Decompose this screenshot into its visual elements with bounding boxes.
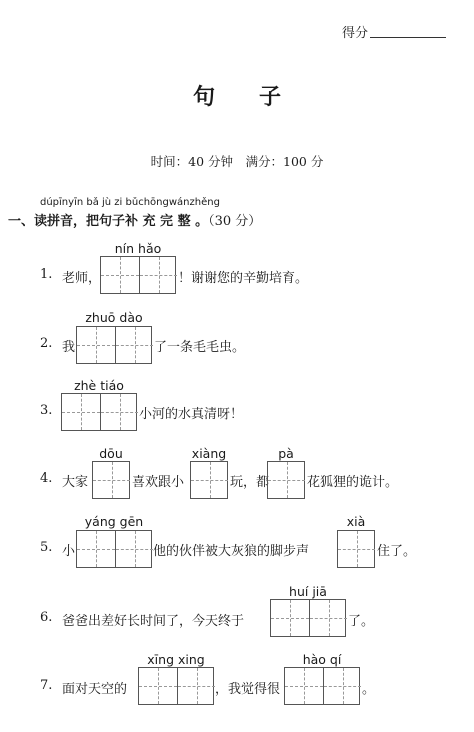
question-number: 3.: [40, 403, 53, 418]
question-text: 玩，都: [230, 475, 270, 490]
pinyin-prompt: zhè tiáo: [74, 378, 124, 393]
question-number: 4.: [40, 471, 53, 486]
question-text: 。: [362, 682, 376, 697]
score-label: 得分: [342, 26, 369, 41]
answer-grid[interactable]: [284, 667, 360, 705]
question-text: 爸爸出差好长时间了，今天终于: [62, 614, 245, 629]
answer-grid[interactable]: [267, 461, 305, 499]
score-blank[interactable]: [370, 37, 446, 38]
answer-grid[interactable]: [138, 667, 214, 705]
section-pinyin: dúpīnyīn bǎ jù zi bǔchōngwánzhěng: [40, 197, 220, 208]
pinyin-prompt: yáng gēn: [84, 514, 144, 529]
pinyin-prompt: pà: [278, 446, 294, 461]
section-points: （30 分）: [208, 214, 262, 229]
pinyin-prompt: hào qí: [302, 652, 342, 667]
question-text: 了。: [348, 614, 375, 629]
question-text: 住了。: [377, 544, 417, 559]
question-text: ！谢谢您的辛勤培育。: [178, 271, 309, 286]
question-number: 2.: [40, 336, 53, 351]
question-text: 了一条毛毛虫。: [154, 340, 246, 355]
question-number: 5.: [40, 540, 53, 555]
question-text: 大家: [62, 475, 89, 490]
pinyin-prompt: xià: [346, 514, 366, 529]
answer-grid[interactable]: [92, 461, 130, 499]
answer-grid[interactable]: [76, 326, 152, 364]
question-text: 花狐狸的诡计。: [307, 475, 399, 490]
question-text: 我: [62, 340, 76, 355]
question-text: 小: [62, 544, 76, 559]
question-text: 喜欢跟小: [132, 475, 185, 490]
answer-grid[interactable]: [61, 393, 137, 431]
question-number: 6.: [40, 610, 53, 625]
section-title-text: 一、读拼音，把句子补 充 完 整 。: [8, 214, 209, 229]
question-number: 7.: [40, 678, 53, 693]
question-text: ，我觉得很: [215, 682, 281, 697]
question-number: 1.: [40, 267, 53, 282]
page-title: 句 子: [192, 84, 281, 110]
pinyin-prompt: xiàng: [191, 446, 227, 461]
time-and-score-info: 时间：40 分钟 满分：100 分: [150, 154, 324, 169]
answer-grid[interactable]: [270, 599, 346, 637]
answer-grid[interactable]: [76, 530, 152, 568]
question-text: 他的伙伴被大灰狼的脚步声: [153, 544, 310, 559]
answer-grid[interactable]: [337, 530, 375, 568]
pinyin-prompt: dōu: [99, 446, 123, 461]
pinyin-prompt: zhuō dào: [85, 310, 143, 325]
question-text: 老师，: [62, 271, 102, 286]
pinyin-prompt: huí jiā: [289, 584, 327, 599]
pinyin-prompt: nín hǎo: [114, 241, 162, 256]
answer-grid[interactable]: [190, 461, 228, 499]
pinyin-prompt: xīng xing: [147, 652, 205, 667]
section-title: [8, 210, 261, 229]
question-text: 小河的水真清呀！: [139, 407, 244, 422]
question-text: 面对天空的: [62, 682, 128, 697]
answer-grid[interactable]: [100, 256, 176, 294]
